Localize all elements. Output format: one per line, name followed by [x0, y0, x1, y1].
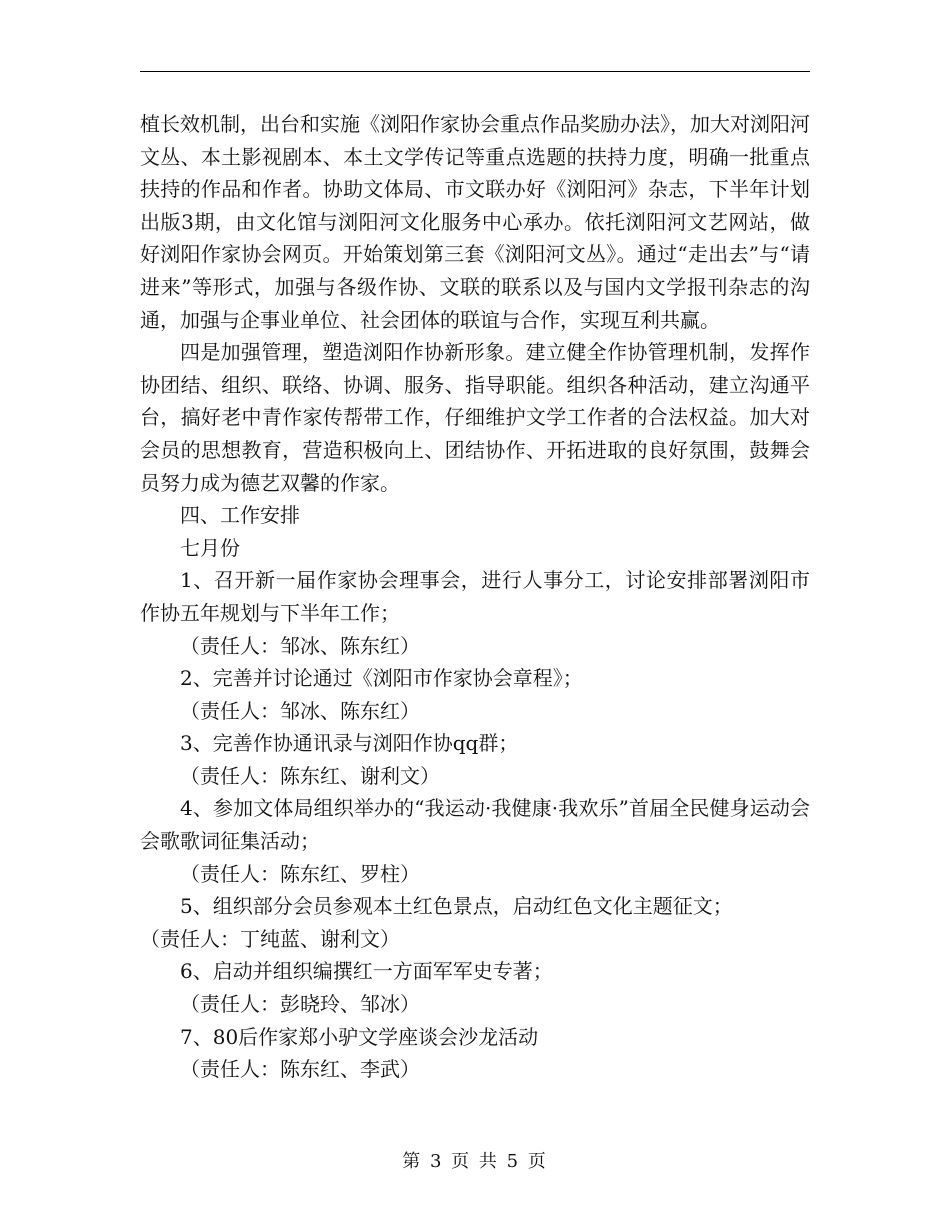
responsible-5: （责任人：丁纯蓝、谢利文）: [140, 926, 400, 951]
document-body: [140, 108, 810, 1086]
section-heading-work-arrangement: 四、工作安排: [180, 503, 300, 528]
list-item-5: 5、组织部分会员参观本土红色景点，启动红色文化主题征文；: [180, 894, 733, 919]
list-item-4: 4、参加文体局组织举办的“我运动·我健康·我欢乐”首届全民健身运动会会歌歌词征集活动；: [140, 796, 810, 854]
page-footer: 第 3 页 共 5 页: [402, 1151, 548, 1172]
list-item-3: 3、完善作协通讯录与浏阳作协qq群；: [180, 731, 519, 756]
month-heading-july: 七月份: [180, 535, 240, 560]
list-item-7: 7、80后作家郑小驴文学座谈会沙龙活动: [180, 1024, 539, 1049]
responsible-4: （责任人：陈东红、罗柱）: [180, 861, 420, 886]
paragraph-continuation: 植长效机制，出台和实施《浏阳作家协会重点作品奖励办法》，加大对浏阳河文丛、本土影视剧本、本土文学传记等重点选题的扶持力度，明确一批重点扶持的作品和作者。协助文体局、市文联办好《浏阳河》杂志，下半年计划出版3期，由文化馆与浏阳河文化服务中心承办。依托浏阳河文艺网站，做好浏阳作家协会网页。开始策划第三套《浏阳河文丛》。通过“走出去”与“请进来”等形式，加强与各级作协、文联的联系以及与国内文学报刊杂志的沟通，加强与企事业单位、社会团体的联谊与合作，实现互利共赢。: [140, 112, 810, 332]
list-item-1: 1、召开新一届作家协会理事会，进行人事分工，讨论安排部署浏阳市作协五年规划与下半年工作；: [140, 568, 810, 625]
list-item-2: 2、完善并讨论通过《浏阳市作家协会章程》；: [180, 666, 583, 691]
responsible-3: （责任人：陈东红、谢利文）: [180, 763, 440, 788]
responsible-7: （责任人：陈东红、李武）: [180, 1057, 420, 1082]
paragraph-management: 四是加强管理，塑造浏阳作协新形象。建立健全作协管理机制，发挥作协团结、组织、联络、协调、服务、指导职能。组织各种活动，建立沟通平台，搞好老中青作家传帮带工作，仔细维护文学工作者的合法权益。加大对会员的思想教育，营造积极向上、团结协作、开拓进取的良好氛围，鼓舞会员努力成为德艺双馨的作家。: [140, 340, 810, 495]
responsible-6: （责任人：彭晓玲、邹冰）: [180, 992, 420, 1017]
responsible-2: （责任人：邹冰、陈东红）: [180, 698, 420, 723]
header-rule: [140, 71, 810, 72]
responsible-1: （责任人：邹冰、陈东红）: [180, 633, 420, 658]
list-item-6: 6、启动并组织编撰红一方面军军史专著；: [180, 959, 553, 984]
